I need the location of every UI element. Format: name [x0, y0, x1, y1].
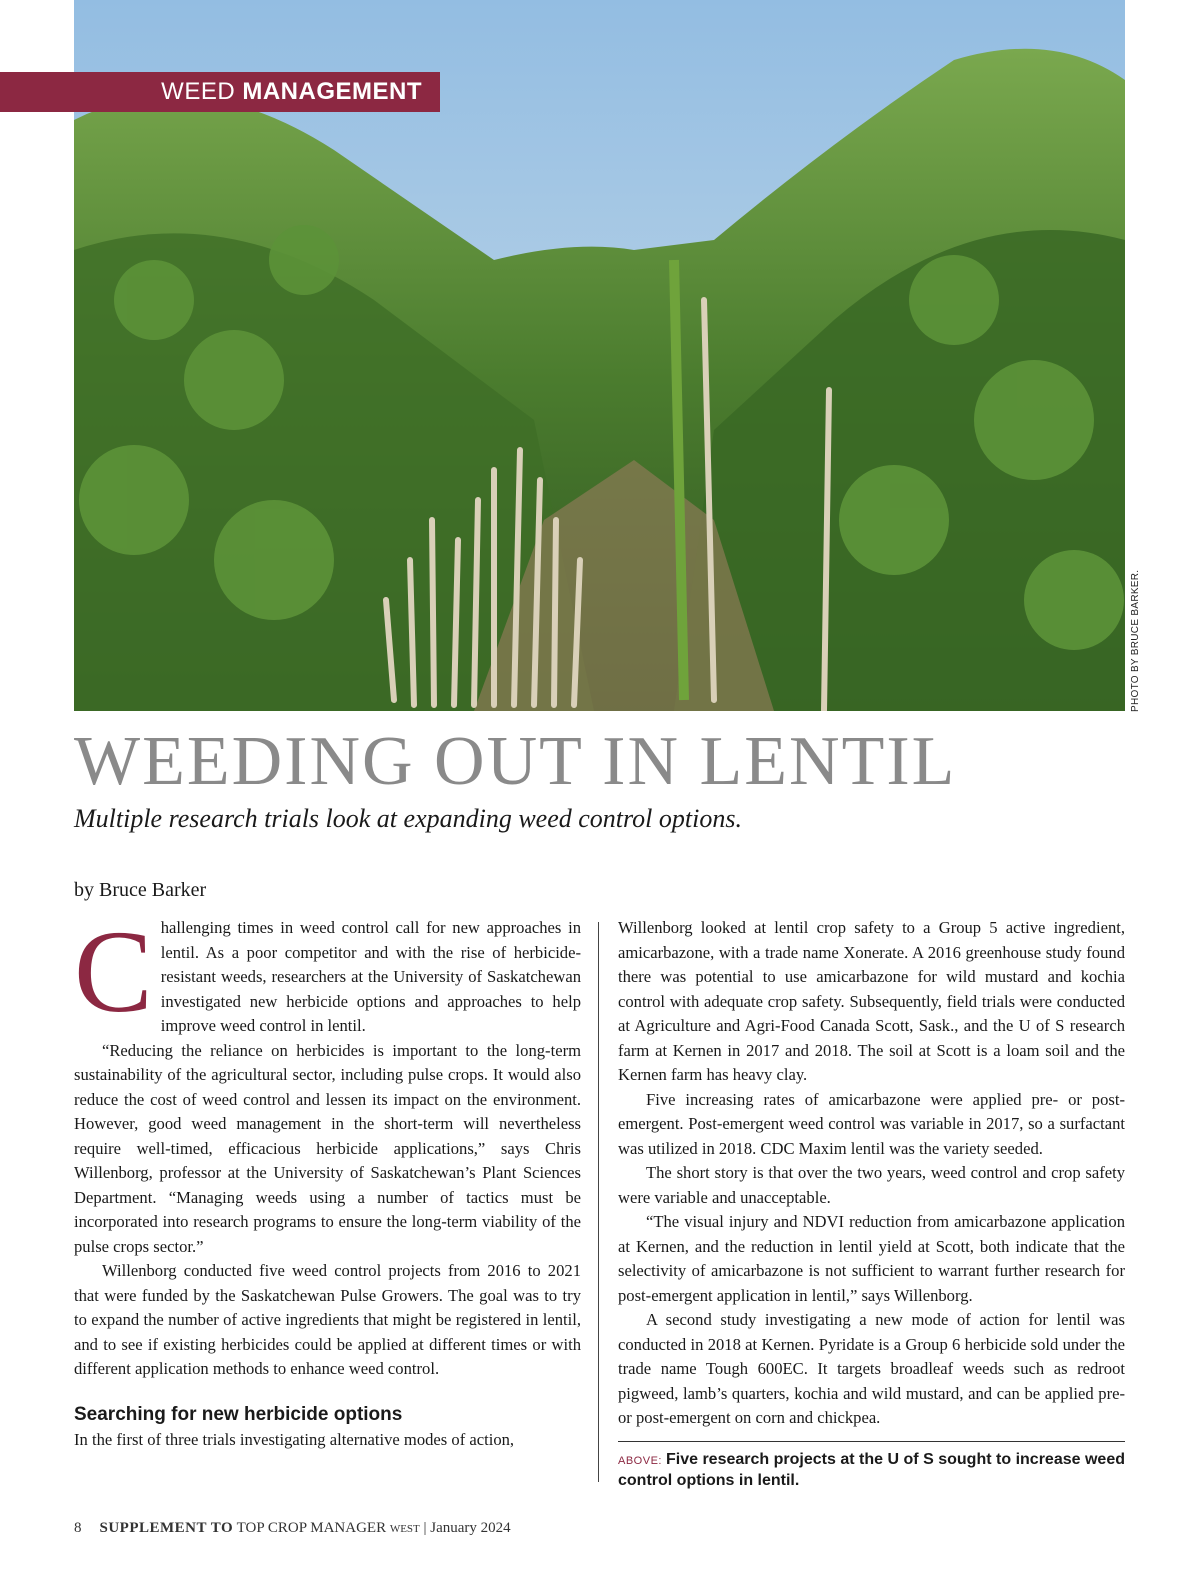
paragraph: Willenborg looked at lentil crop safety to a Group 5 active ingredient, amicarbazone, with a trade name Xonerate. A 2016 greenhouse study found there was potential to use amicarbazone for wild mustard and kochia control with adequate crop safety. Subsequently, field trials were conducted at Agriculture and Agri-Food Canada Scott, Sask., and the U of S research farm at Kernen in 2017 and 2018. The soil at Scott is a loam soil and the Kernen farm has heavy clay.	[618, 918, 1125, 1084]
paragraph: “The visual injury and NDVI reduction from amicarbazone application at Kernen, and the reduction in lentil yield at Scott, both indicate that the selectivity of amicarbazone is not sufficient to warrant further research for post-emergent application in lentil,” says Willenborg.	[618, 1212, 1125, 1305]
paragraph-text: hallenging times in weed control call for new approaches in lentil. As a poor competitor and with the rise of herbicide-resistant weeds, researchers at the University of Saskatchewan investigated new herbicide options and approaches to help improve weed control in lentil.	[160, 918, 581, 1035]
paragraph: Five increasing rates of amicarbazone were applied pre- or post-emergent. Post-emergent weed control was variable in 2017, so a surfactant was utilized in 2018. CDC Maxim lentil was the variety seeded.	[618, 1089, 1125, 1158]
right-column	[618, 916, 1125, 1431]
paragraph: “Reducing the reliance on herbicides is important to the long-term sustainability of the agricultural sector, including pulse crops. It would also reduce the cost of weed control and lessen its impact on the environment. However, good weed management in the short-term will nevertheless require well-timed, efficacious herbicide applications,” says Chris Willenborg, professor at the University of Saskatchewan’s Plant Sciences Department. “Managing weeds using a number of tactics must be incorporated into research programs to ensure the long-term viability of the pulse crops sector.”	[74, 1040, 581, 1256]
paragraph: In the first of three trials investigating alternative modes of action,	[74, 1429, 515, 1449]
byline: by Bruce Barker	[74, 879, 207, 901]
caption-label: ABOVE:	[618, 1455, 662, 1467]
paragraph: A second study investigating a new mode of action for lentil was conducted in 2018 at Kernen. Pyridate is a Group 6 herbicide sold under the trade name Tough 600EC. It targets broadleaf weeds such as redroot pigweed, lamb’s quarters, kochia and wild mustard, and can be applied pre- or post-emergent on corn and chickpea.	[618, 1310, 1125, 1427]
column-divider	[598, 922, 599, 1482]
left-column	[74, 906, 581, 1452]
footer-supplement: SUPPLEMENT TO	[99, 1520, 234, 1536]
page-footer	[74, 1520, 511, 1537]
drop-cap: C	[74, 906, 153, 1037]
footer-date: | January 2024	[419, 1520, 511, 1536]
photo-credit: PHOTO BY BRUCE BARKER.	[1130, 569, 1141, 712]
section-tag-bold: MANAGEMENT	[242, 78, 422, 105]
paragraph	[74, 906, 581, 1039]
paragraph: The short story is that over the two years, weed control and crop safety were variable and unacceptable.	[618, 1163, 1125, 1207]
paragraph: Willenborg conducted five weed control projects from 2016 to 2021 that were funded by the Saskatchewan Pulse Growers. The goal was to try to expand the number of active ingredients that might be registered in lentil, and to see if existing herbicides could be applied at different times or with different application methods to enhance weed control.	[74, 1261, 581, 1378]
footer-region: WEST	[389, 1523, 420, 1535]
deck: Multiple research trials look at expanding weed control options.	[74, 804, 742, 833]
page-number: 8	[74, 1520, 82, 1536]
subhead: Searching for new herbicide options	[74, 1403, 403, 1425]
caption-rule	[618, 1441, 1125, 1442]
caption-text: Five research projects at the U of S sought to increase weed control options in lentil.	[618, 1451, 1125, 1489]
section-tag-light: WEED	[161, 78, 243, 105]
photo-caption	[618, 1450, 1125, 1491]
section-tag	[0, 72, 440, 112]
footer-magazine: TOP CROP MANAGER	[233, 1520, 390, 1536]
headline: WEEDING OUT IN LENTIL	[74, 723, 957, 800]
